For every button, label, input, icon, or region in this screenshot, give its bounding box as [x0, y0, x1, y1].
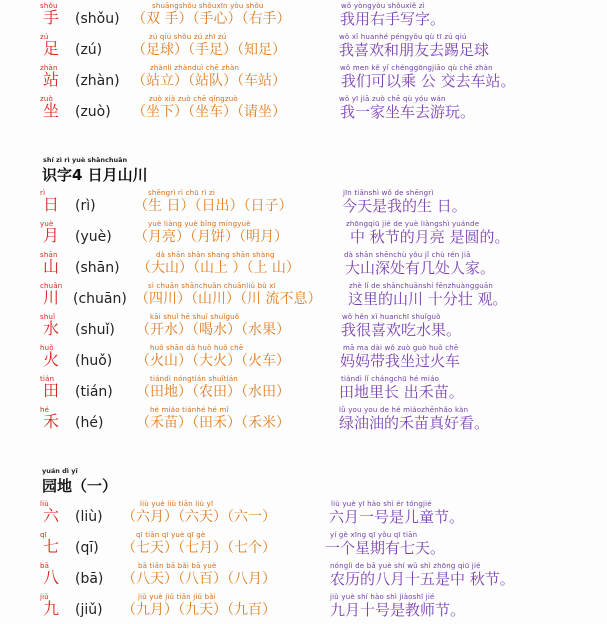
sentence-pinyin: wǒ xǐ huanhé péngyǒu qù tī zú qiú	[339, 33, 467, 41]
section-heading-yuandi1	[40, 467, 340, 495]
words: （火山）（大火）（火车）	[136, 353, 290, 369]
sentence: 大山深处有几处人家。	[345, 259, 496, 277]
words-pinyin: liù yuè liù tiān liù yī	[140, 500, 214, 508]
char: 火	[42, 350, 59, 369]
char-reading: (huǒ)	[75, 353, 113, 369]
words-pinyin: yuè liàng yuè bǐng míngyuè	[148, 220, 251, 228]
char-pinyin: tián	[40, 375, 55, 383]
char-reading: (liù)	[75, 509, 103, 525]
words: （开水）（喝水）（水果）	[136, 322, 290, 338]
sentence: 我用右手写字。	[340, 10, 446, 28]
char: 田	[42, 381, 59, 400]
char-row-zu	[0, 33, 607, 64]
char-row-yue	[0, 220, 607, 251]
char-pinyin: zuò	[40, 95, 53, 103]
sentence-pinyin: lǜ you you de hé miáozhēnhǎo kàn	[339, 406, 469, 414]
sentence: 妈妈带我坐过火车	[340, 352, 461, 370]
sentence: 我一家坐车去游玩。	[340, 103, 476, 121]
words-pinyin: kāi shuǐ hē shuǐ shuǐguǒ	[150, 313, 240, 321]
words: （双 手）（手心）（右手）	[132, 11, 291, 27]
char: 手	[42, 8, 59, 27]
words: （禾苗）（田禾）（禾米）	[136, 415, 290, 431]
char: 坐	[42, 101, 59, 120]
char-reading: (qī)	[75, 540, 99, 556]
words-pinyin: jiǔ yuè jiǔ tiān jiǔ bǎi	[138, 593, 216, 601]
words: （生 日）（日出）（日子）	[134, 198, 293, 214]
words-pinyin: zhànlì zhànduì chē zhàn	[150, 64, 240, 72]
words-pinyin: zú qiú shǒu zú zhī zú	[149, 33, 227, 41]
char: 水	[42, 319, 59, 338]
char-pinyin: liù	[40, 500, 49, 508]
sentence-pinyin: nónglì de bā yuè shí wǔ shì zhōng qiū jié	[330, 562, 481, 570]
char: 九	[42, 599, 59, 618]
words: （足球）（手足）（知足）	[132, 42, 286, 58]
section-heading-shizi4	[40, 156, 340, 184]
words-pinyin: shēngrì rì chū rì zi	[148, 189, 215, 197]
sentence-pinyin: liù yuè yī hào shì ér tóngjié	[331, 500, 432, 508]
char-reading: (hé)	[75, 415, 104, 431]
sentence: 我们可以乘 公 交去车站。	[341, 72, 516, 90]
char-pinyin: jiǔ	[40, 593, 49, 601]
char-pinyin: qī	[40, 531, 47, 539]
sentence: 我喜欢和朋友去踢足球	[339, 41, 490, 59]
char-row-tian	[0, 375, 607, 406]
words: （九月）（九天）（九百）	[122, 602, 276, 618]
words-pinyin: zuò xià zuò chē qǐngzuò	[149, 95, 238, 103]
char-reading: (zhàn)	[75, 73, 120, 89]
sentence-pinyin: dà shān shēnchù yǒu jǐ chù rén jiā	[344, 251, 471, 259]
char-row-shou	[0, 2, 607, 33]
words: （四川）（山川）（川 流不息）	[135, 291, 322, 307]
sentence: 田地里长 出禾苗。	[339, 383, 464, 401]
sentence: 一个星期有七天。	[325, 539, 446, 557]
sentence: 绿油油的禾苗真好看。	[339, 414, 490, 432]
sentence: 六月一号是儿童节。	[329, 508, 465, 526]
char-row-zuo	[0, 95, 607, 126]
sentence-pinyin: zhè lǐ de shānchuānshí fēnzhuàngguān	[349, 282, 493, 290]
char-reading: (zú)	[75, 42, 103, 58]
words-pinyin: huǒ shān dà huǒ huǒ chē	[150, 344, 244, 352]
sentence-pinyin: wǒ hěn xǐ huanchī shuǐguǒ	[342, 313, 441, 321]
sentence-pinyin: tiándì lǐ chángchū hé miáo	[341, 375, 440, 383]
char-pinyin: zú	[40, 33, 49, 41]
char-row-he	[0, 406, 607, 437]
char-row-ri	[0, 189, 607, 220]
words: （田地）（农田）（水田）	[136, 384, 290, 400]
char: 月	[42, 226, 59, 245]
char-pinyin: zhàn	[40, 64, 58, 72]
char: 禾	[42, 412, 59, 431]
char: 八	[42, 568, 59, 587]
words: （站立）（站队）（车站）	[132, 73, 286, 89]
char-row-zhan	[0, 64, 607, 95]
section-title: 园地（一）	[42, 477, 118, 495]
char-reading: (bā)	[75, 571, 104, 587]
sentence: 九月十号是教师节。	[330, 601, 466, 619]
sentence-pinyin: mā ma dài wǒ zuò guò huǒ chē	[343, 344, 459, 352]
sentence: 农历的八月十五是中 秋节。	[330, 570, 515, 588]
sentence-pinyin: jīn tiānshì wǒ de shēngrì	[343, 189, 434, 197]
char-row-shan	[0, 251, 607, 282]
char-reading: (shān)	[75, 260, 120, 276]
sentence-pinyin: wǒ men kě yǐ chénggōngjiāo qù chē zhàn	[340, 64, 493, 72]
char-row-ba	[0, 562, 607, 593]
char-pinyin: rì	[40, 189, 46, 197]
words: （月亮）（月饼）（明月）	[134, 229, 288, 245]
words: （七天）（七月）（七个）	[122, 540, 276, 556]
char-pinyin: chuān	[40, 282, 63, 290]
section-pinyin: yuán dì yī	[42, 467, 78, 475]
sentence-pinyin: zhōngqiū jié de yuè liàngshì yuánde	[346, 220, 480, 228]
char-reading: (yuè)	[75, 229, 112, 245]
words: （六月）（六天）（六一）	[122, 509, 276, 525]
char: 川	[42, 288, 59, 307]
words-pinyin: tiándì nóngtián shuǐtián	[150, 375, 238, 383]
char-reading: (shǒu)	[75, 11, 120, 27]
char-row-jiu	[0, 593, 607, 624]
char-reading: (chuān)	[73, 291, 127, 307]
char-pinyin: shān	[40, 251, 58, 259]
char-reading: (jiǔ)	[75, 602, 103, 618]
char-reading: (zuò)	[75, 104, 111, 120]
words: （坐下）（坐车）（请坐）	[132, 104, 286, 120]
char-pinyin: bā	[40, 562, 50, 570]
words-pinyin: bā tiān bā bǎi bā yuè	[138, 562, 217, 570]
sentence-pinyin: wǒ yī jiā zuò chē qù yóu wán	[339, 95, 446, 103]
char-pinyin: shuǐ	[40, 313, 56, 321]
char: 足	[42, 39, 59, 58]
char-reading: (shuǐ)	[75, 322, 115, 338]
sentence: 我很喜欢吃水果。	[341, 321, 462, 339]
section-pinyin: shí zì rì yuè shānchuān	[43, 156, 128, 164]
char: 日	[42, 195, 59, 214]
char-row-qi	[0, 531, 607, 562]
char-row-liu	[0, 500, 607, 531]
char-row-huo	[0, 344, 607, 375]
sentence: 今天是我的生 日。	[342, 197, 467, 215]
char-pinyin: hé	[40, 406, 50, 414]
char-row-shui	[0, 313, 607, 344]
sentence-pinyin: jiǔ yuè shí hào shì jiàoshī jié	[330, 593, 435, 601]
char: 山	[42, 257, 59, 276]
words: （大山）（山上 ）（上 山）	[137, 260, 300, 276]
char-row-chuan	[0, 282, 607, 313]
char-pinyin: yuè	[40, 220, 54, 228]
char: 六	[42, 506, 59, 525]
char-pinyin: shǒu	[40, 2, 58, 10]
sentence: 中 秋节的月亮 是圆的。	[350, 228, 510, 246]
words-pinyin: hé miáo tiánhé hé mǐ	[150, 406, 229, 414]
words-pinyin: qī tiān qī yuè qī gè	[136, 531, 206, 539]
section-title: 识字4 日月山川	[42, 166, 148, 184]
words-pinyin: shuāngshǒu shǒuxīn yòu shǒu	[152, 2, 264, 10]
char-reading: (tián)	[75, 384, 113, 400]
char-reading: (rì)	[75, 198, 96, 214]
sentence-pinyin: yí gè xīng qī yǒu qī tiān	[330, 531, 418, 539]
words-pinyin: dà shān shān shang shān shàng	[156, 251, 275, 259]
char: 七	[42, 537, 59, 556]
sentence: 这里的山川 十分壮 观。	[348, 290, 508, 308]
char-pinyin: huǒ	[40, 344, 54, 352]
char: 站	[42, 70, 59, 89]
words: （八天）（八百）（八月）	[122, 571, 276, 587]
words-pinyin: sì chuān shānchuān chuānliú bù xī	[148, 282, 276, 290]
sentence-pinyin: wǒ yòngyòu shǒuxiě zì	[341, 2, 425, 10]
